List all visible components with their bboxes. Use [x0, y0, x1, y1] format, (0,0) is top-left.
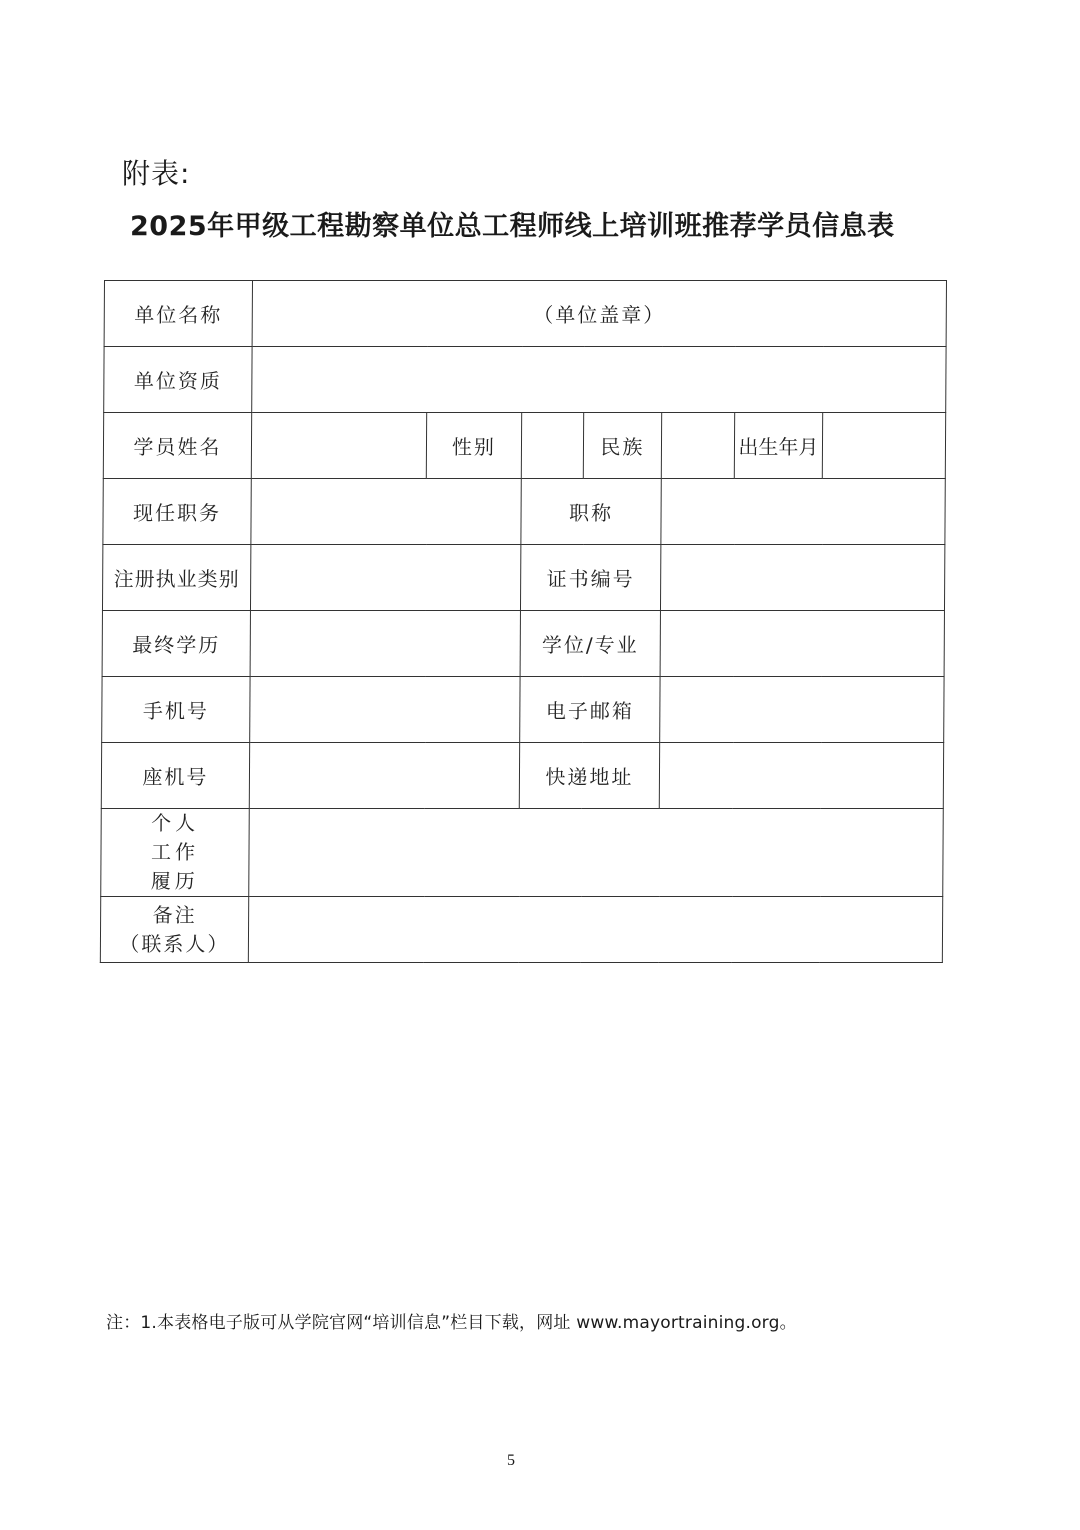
certificate-number-label: 证书编号	[520, 545, 660, 611]
unit-qualification-field[interactable]	[252, 347, 946, 413]
row-unit-name	[104, 281, 946, 347]
row-education	[102, 611, 944, 677]
unit-qualification-label: 单位资质	[104, 347, 252, 413]
work-history-field[interactable]	[249, 809, 944, 897]
row-registration	[102, 545, 944, 611]
degree-major-field[interactable]	[660, 611, 944, 677]
unit-name-field[interactable]	[252, 281, 946, 347]
attachment-label: 附表:	[122, 157, 191, 190]
row-remarks	[100, 897, 942, 963]
professional-title-label: 职称	[521, 479, 661, 545]
row-position	[103, 479, 945, 545]
delivery-address-label: 快递地址	[519, 743, 659, 809]
work-history-label-line: 履历	[150, 869, 199, 893]
registration-category-field[interactable]	[250, 545, 520, 611]
ethnicity-label: 民族	[583, 413, 661, 479]
gender-field[interactable]	[521, 413, 583, 479]
landline-field[interactable]	[249, 743, 519, 809]
current-position-label: 现任职务	[103, 479, 251, 545]
row-work-history	[101, 809, 944, 897]
work-history-label	[101, 809, 250, 897]
ethnicity-field[interactable]	[661, 413, 734, 479]
delivery-address-field[interactable]	[659, 743, 943, 809]
seal-hint: （单位盖章）	[533, 303, 666, 327]
remarks-label-line: （联系人）	[119, 931, 230, 956]
email-field[interactable]	[660, 677, 944, 743]
row-landline	[101, 743, 943, 809]
student-name-label: 学员姓名	[103, 413, 251, 479]
work-history-label-line: 个人	[151, 811, 200, 835]
degree-major-label: 学位/专业	[520, 611, 660, 677]
certificate-number-field[interactable]	[660, 545, 944, 611]
mobile-field[interactable]	[250, 677, 520, 743]
birth-month-field[interactable]	[822, 413, 945, 479]
birth-month-label: 出生年月	[734, 413, 822, 479]
landline-label: 座机号	[101, 743, 249, 809]
page-number: 5	[507, 1452, 515, 1469]
professional-title-field[interactable]	[661, 479, 945, 545]
row-unit-qualification	[104, 347, 946, 413]
student-info-form	[100, 280, 947, 963]
remarks-label	[100, 897, 248, 963]
education-label: 最终学历	[102, 611, 250, 677]
remarks-field[interactable]	[248, 897, 942, 963]
row-student-basic	[103, 413, 945, 479]
remarks-label-line: 备注	[152, 902, 197, 927]
work-history-label-line: 工作	[150, 840, 200, 864]
mobile-label: 手机号	[102, 677, 250, 743]
footnote: 注：1.本表格电子版可从学院官网“培训信息”栏目下载，网址 www.mayortraining.org。	[106, 1313, 797, 1333]
document-title: 2025年甲级工程勘察单位总工程师线上培训班推荐学员信息表	[130, 211, 895, 242]
current-position-field[interactable]	[251, 479, 521, 545]
unit-name-label: 单位名称	[104, 281, 252, 347]
gender-label: 性别	[426, 413, 521, 479]
email-label: 电子邮箱	[520, 677, 660, 743]
registration-category-label: 注册执业类别	[102, 545, 250, 611]
education-field[interactable]	[250, 611, 520, 677]
student-name-field[interactable]	[251, 413, 426, 479]
row-mobile	[102, 677, 944, 743]
